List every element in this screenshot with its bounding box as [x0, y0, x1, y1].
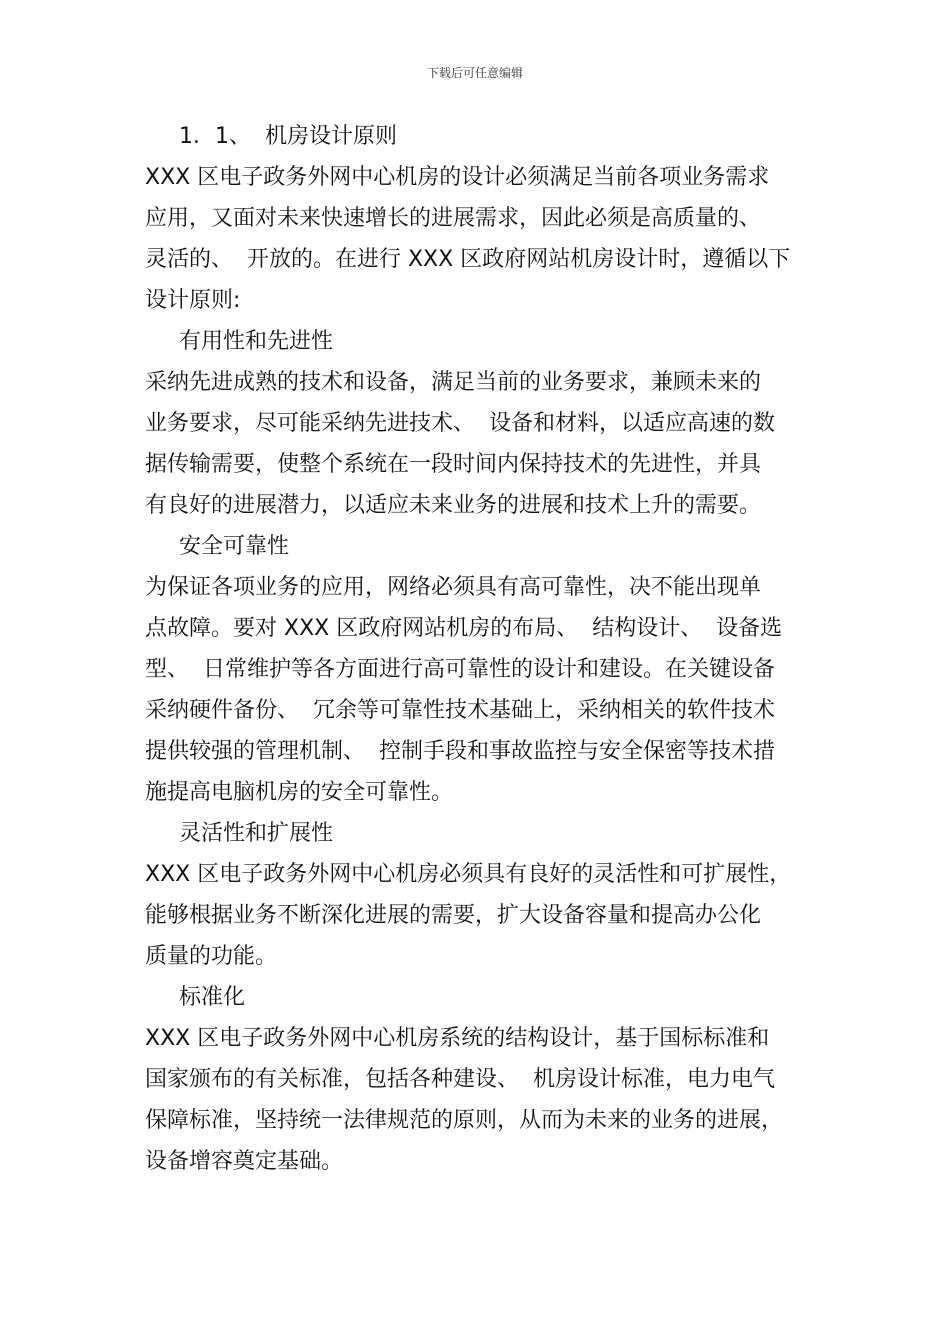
section-title: 1．1、 机房设计原则 — [179, 124, 397, 149]
paragraph-line: 施提高电脑机房的安全可靠性。 — [145, 780, 454, 805]
paragraph-line: 国家颁布的有关标准，包括各种建设、 机房设计标准，电力电气 — [145, 1067, 775, 1092]
paragraph-line: 提供较强的管理机制、 控制手段和事故监控与安全保密等技术措 — [145, 739, 775, 764]
principle-paragraph-reliability — [145, 567, 810, 813]
paragraph-line: 采纳先进成熟的技术和设备，满足当前的业务要求，兼顾未来的 — [145, 370, 762, 395]
paragraph-line: XXX 区电子政务外网中心机房必须具有良好的灵活性和可扩展性， — [145, 862, 792, 887]
paragraph-line: XXX 区电子政务外网中心机房系统的结构设计，基于国标标准和 — [145, 1026, 770, 1051]
paragraph-line: 有良好的进展潜力，以适应未来业务的进展和技术上升的需要。 — [145, 493, 762, 518]
paragraph-line: 设备增容奠定基础。 — [145, 1149, 344, 1174]
principle-heading-reliability: 安全可靠性 — [179, 534, 290, 559]
principle-paragraph-standardization — [145, 1018, 810, 1182]
paragraph-line: 应用，又面对未来快速增长的进展需求，因此必须是高质量的、 — [145, 206, 762, 231]
paragraph-line: 点故障。要对 XXX 区政府网站机房的布局、 结构设计、 设备选 — [145, 616, 783, 641]
principle-heading-flexibility: 灵活性和扩展性 — [179, 821, 334, 846]
paragraph-line: 能够根据业务不断深化进展的需要，扩大设备容量和提高办公化 — [145, 903, 762, 928]
document-body — [145, 116, 810, 1182]
paragraph-line: 质量的功能。 — [145, 944, 278, 969]
paragraph-line: 灵活的、 开放的。在进行 XXX 区政府网站机房设计时，遵循以下 — [145, 247, 791, 272]
principle-paragraph-flexibility — [145, 854, 810, 977]
principle-heading-practicality: 有用性和先进性 — [179, 329, 334, 354]
principle-paragraph-practicality — [145, 362, 810, 526]
paragraph-line: 采纳硬件备份、 冗余等可靠性技术基础上，采纳相关的软件技术 — [145, 698, 775, 723]
paragraph-line: 业务要求，尽可能采纳先进技术、 设备和材料，以适应高速的数 — [145, 411, 775, 436]
paragraph-line: 设计原则: — [145, 288, 241, 313]
page-header-note: 下载后可任意编辑 — [426, 66, 523, 80]
intro-paragraph — [145, 157, 810, 321]
paragraph-line: 保障标准，坚持统一法律规范的原则，从而为未来的业务的进展， — [145, 1108, 784, 1133]
paragraph-line: 据传输需要，使整个系统在一段时间内保持技术的先进性，并具 — [145, 452, 762, 477]
paragraph-line: XXX 区电子政务外网中心机房的设计必须满足当前各项业务需求 — [145, 165, 770, 190]
principle-heading-standardization: 标准化 — [179, 985, 246, 1010]
paragraph-line: 为保证各项业务的应用，网络必须具有高可靠性，决不能出现单 — [145, 575, 762, 600]
paragraph-line: 型、 日常维护等各方面进行高可靠性的设计和建设。在关键设备 — [145, 657, 775, 682]
